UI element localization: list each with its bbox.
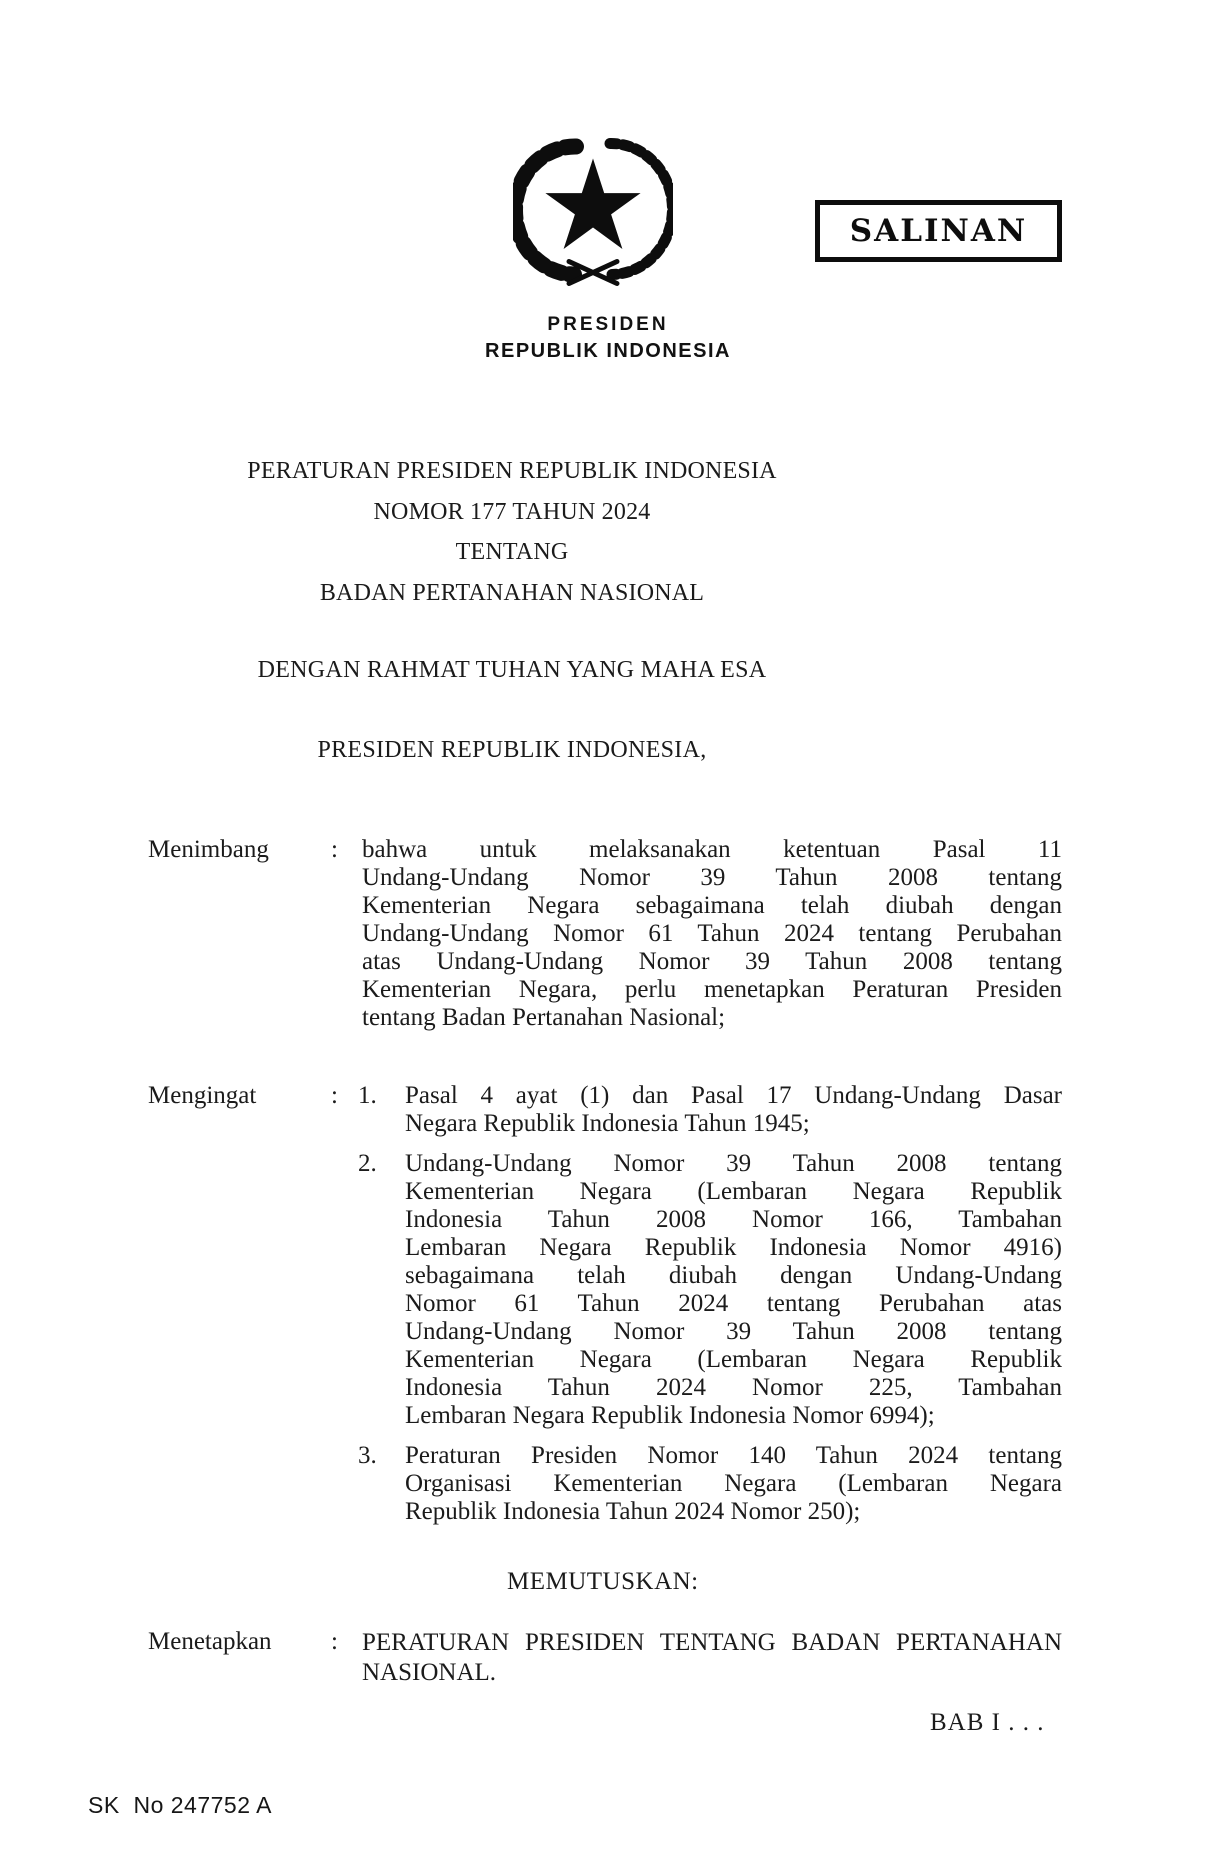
menetapkan-colon: : (331, 1628, 338, 1655)
text-line: Indonesia Tahun 2008 Nomor 166, Tambahan (405, 1206, 1062, 1233)
text-line: Nomor 61 Tahun 2024 tentang Perubahan atas (405, 1290, 1062, 1317)
text-line: Peraturan Presiden Nomor 140 Tahun 2024 tentang (405, 1442, 1062, 1469)
text-line: atas Undang-Undang Nomor 39 Tahun 2008 tentang (362, 948, 1062, 975)
mengingat-item-3 (358, 1442, 1062, 1526)
text-line: Kementerian Negara sebagaimana telah diubah dengan (362, 892, 1062, 919)
menimbang-colon: : (331, 836, 338, 863)
text-line: Kementerian Negara, perlu menetapkan Peraturan Presiden (362, 976, 1062, 1003)
text-line: Undang-Undang Nomor 39 Tahun 2008 tentang (405, 1318, 1062, 1345)
text-line: NASIONAL. (362, 1659, 497, 1686)
text-line: Organisasi Kementerian Negara (Lembaran Negara (405, 1470, 1062, 1497)
title-line-tentang: TENTANG (455, 539, 569, 565)
mengingat-item-1 (358, 1082, 1062, 1138)
text-line: Kementerian Negara (Lembaran Negara Republik (405, 1178, 1062, 1205)
title-line-nomor: NOMOR 177 TAHUN 2024 (373, 498, 651, 525)
text-line: sebagaimana telah diubah dengan Undang-Undang (405, 1262, 1062, 1289)
catchword-bab-i: BAB I . . . (930, 1709, 1045, 1736)
menetapkan-label: Menetapkan (148, 1628, 272, 1655)
mengingat-item-1-number: 1. (358, 1082, 377, 1109)
authority-line: PRESIDEN REPUBLIK INDONESIA, (317, 737, 707, 763)
mengingat-item-2 (358, 1150, 1062, 1430)
memutuskan-heading: MEMUTUSKAN: (507, 1568, 699, 1595)
invocation-line: DENGAN RAHMAT TUHAN YANG MAHA ESA (257, 657, 767, 683)
menimbang-paragraph (362, 836, 1062, 1032)
text-line: Undang-Undang Nomor 61 Tahun 2024 tentang Perubahan (362, 920, 1062, 947)
mengingat-item-1-text (405, 1082, 1062, 1138)
text-line: Indonesia Tahun 2024 Nomor 225, Tambahan (405, 1374, 1062, 1401)
text-line: Negara Republik Indonesia Tahun 1945; (405, 1110, 810, 1137)
title-line-peraturan: PERATURAN PRESIDEN REPUBLIK INDONESIA (247, 458, 777, 484)
mengingat-item-3-number: 3. (358, 1442, 377, 1469)
menimbang-label: Menimbang (148, 836, 269, 863)
sk-number: SK No 247752 A (88, 1792, 272, 1818)
title-line-subject: BADAN PERTANAHAN NASIONAL (319, 579, 705, 606)
mengingat-item-3-text (405, 1442, 1062, 1526)
letterhead (458, 314, 758, 363)
letterhead-republik-indonesia: REPUBLIK INDONESIA (485, 340, 731, 362)
letterhead-presiden: PRESIDEN (547, 314, 669, 335)
text-line: Lembaran Negara Republik Indonesia Nomor 6994); (405, 1402, 935, 1429)
text-line: tentang Badan Pertanahan Nasional; (362, 1004, 726, 1031)
mengingat-colon: : (331, 1082, 338, 1109)
mengingat-item-2-number: 2. (358, 1150, 377, 1177)
text-line: bahwa untuk melaksanakan ketentuan Pasal 11 (362, 836, 1062, 863)
text-line: Lembaran Negara Republik Indonesia Nomor 4916) (405, 1234, 1062, 1261)
regulation-title (162, 451, 862, 613)
text-line: Undang-Undang Nomor 39 Tahun 2008 tentang (405, 1150, 1062, 1177)
mengingat-list (358, 1082, 1062, 1538)
text-line: PERATURAN PRESIDEN TENTANG BADAN PERTANAHAN (362, 1629, 1062, 1656)
mengingat-label: Mengingat (148, 1082, 257, 1109)
text-line: Pasal 4 ayat (1) dan Pasal 17 Undang-Undang Dasar (405, 1082, 1062, 1109)
salinan-stamp (815, 200, 1062, 262)
text-line: Republik Indonesia Tahun 2024 Nomor 250); (405, 1498, 861, 1525)
garuda-star-wreath-emblem (513, 128, 673, 293)
menetapkan-paragraph (362, 1628, 1062, 1688)
mengingat-item-2-text (405, 1150, 1062, 1430)
salinan-stamp-label: SALINAN (849, 213, 1028, 249)
text-line: Kementerian Negara (Lembaran Negara Republik (405, 1346, 1062, 1373)
text-line: Undang-Undang Nomor 39 Tahun 2008 tentang (362, 864, 1062, 891)
